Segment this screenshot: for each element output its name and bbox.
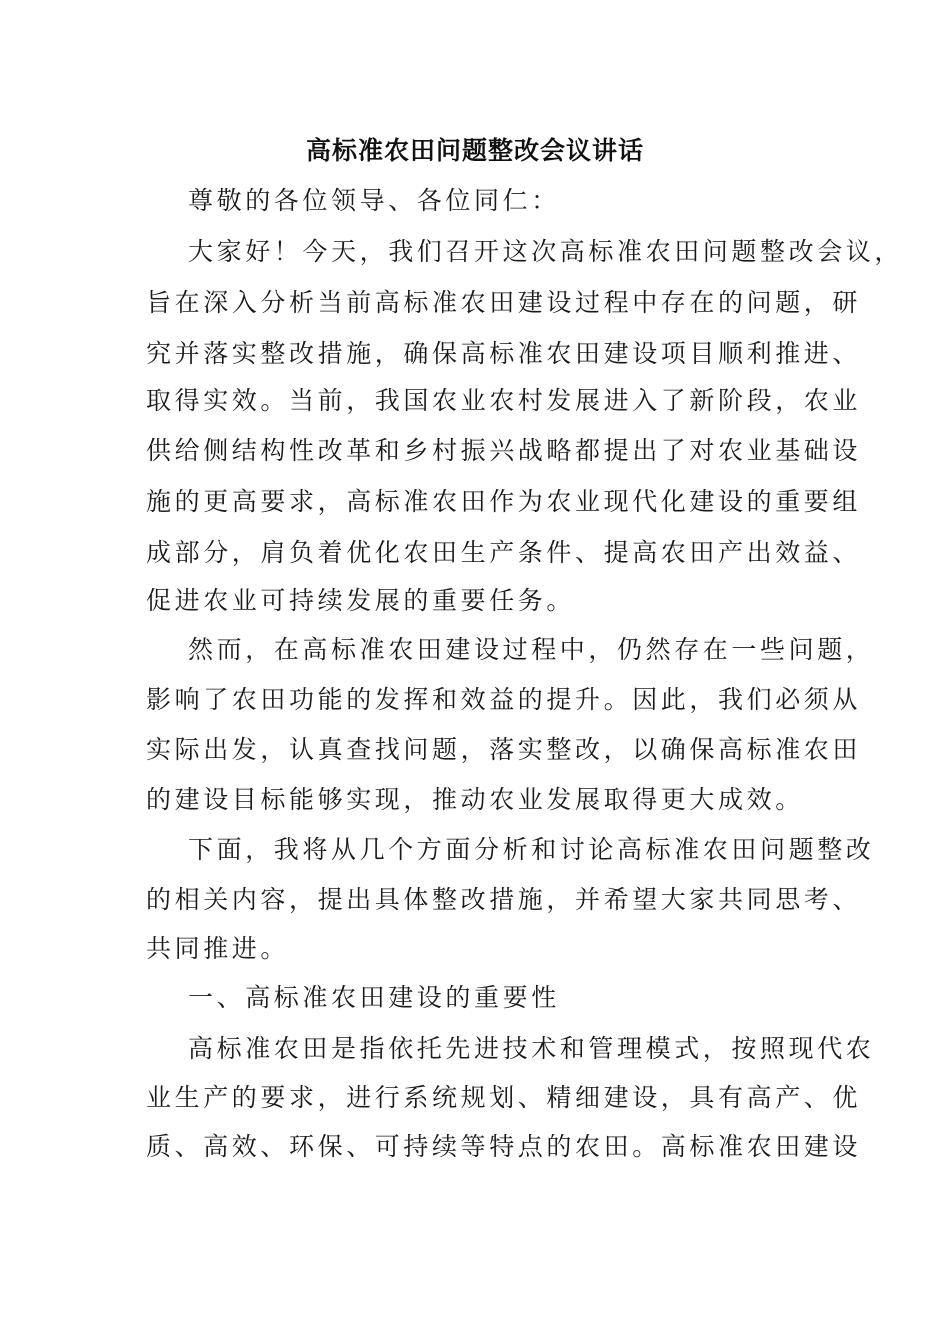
paragraph-1-line-7: 成部分，肩负着优化农田生产条件、提高农田产出效益、	[146, 538, 862, 567]
salutation-line: 尊敬的各位领导、各位同仁：	[188, 186, 560, 215]
paragraph-3-line-1: 下面，我将从几个方面分析和讨论高标准农田问题整改	[188, 835, 875, 864]
paragraph-2-line-3: 实际出发，认真查找问题，落实整改，以确保高标准农田	[146, 735, 862, 764]
paragraph-1-line-5: 供给侧结构性改革和乡村振兴战略都提出了对农业基础设	[146, 436, 862, 465]
paragraph-4-line-1: 高标准农田是指依托先进技术和管理模式，按照现代农	[188, 1034, 875, 1063]
paragraph-1-line-2: 旨在深入分析当前高标准农田建设过程中存在的问题，研	[146, 288, 862, 317]
section-heading: 一、高标准农田建设的重要性	[188, 983, 560, 1012]
paragraph-1-line-3: 究并落实整改措施，确保高标准农田建设项目顺利推进、	[146, 339, 862, 368]
paragraph-1-line-6: 施的更高要求，高标准农田作为农业现代化建设的重要组	[146, 487, 862, 516]
paragraph-4-line-3: 质、高效、环保、可持续等特点的农田。高标准农田建设	[146, 1132, 862, 1161]
paragraph-2-line-4: 的建设目标能够实现，推动农业发展取得更大成效。	[146, 785, 804, 814]
paragraph-3-line-2: 的相关内容，提出具体整改措施，并希望大家共同思考、	[146, 885, 862, 914]
paragraph-1-line-8: 促进农业可持续发展的重要任务。	[146, 586, 576, 615]
paragraph-4-line-2: 业生产的要求，进行系统规划、精细建设，具有高产、优	[146, 1083, 862, 1112]
paragraph-2-line-1: 然而，在高标准农田建设过程中，仍然存在一些问题，	[188, 635, 875, 664]
paragraph-1-line-1: 大家好！今天，我们召开这次高标准农田问题整改会议，	[188, 237, 904, 266]
paragraph-1-line-4: 取得实效。当前，我国农业农村发展进入了新阶段，农业	[146, 386, 862, 415]
paragraph-3-line-3: 共同推进。	[146, 934, 290, 963]
paragraph-2-line-2: 影响了农田功能的发挥和效益的提升。因此，我们必须从	[146, 685, 862, 714]
document-title: 高标准农田问题整改会议讲话	[305, 136, 644, 165]
